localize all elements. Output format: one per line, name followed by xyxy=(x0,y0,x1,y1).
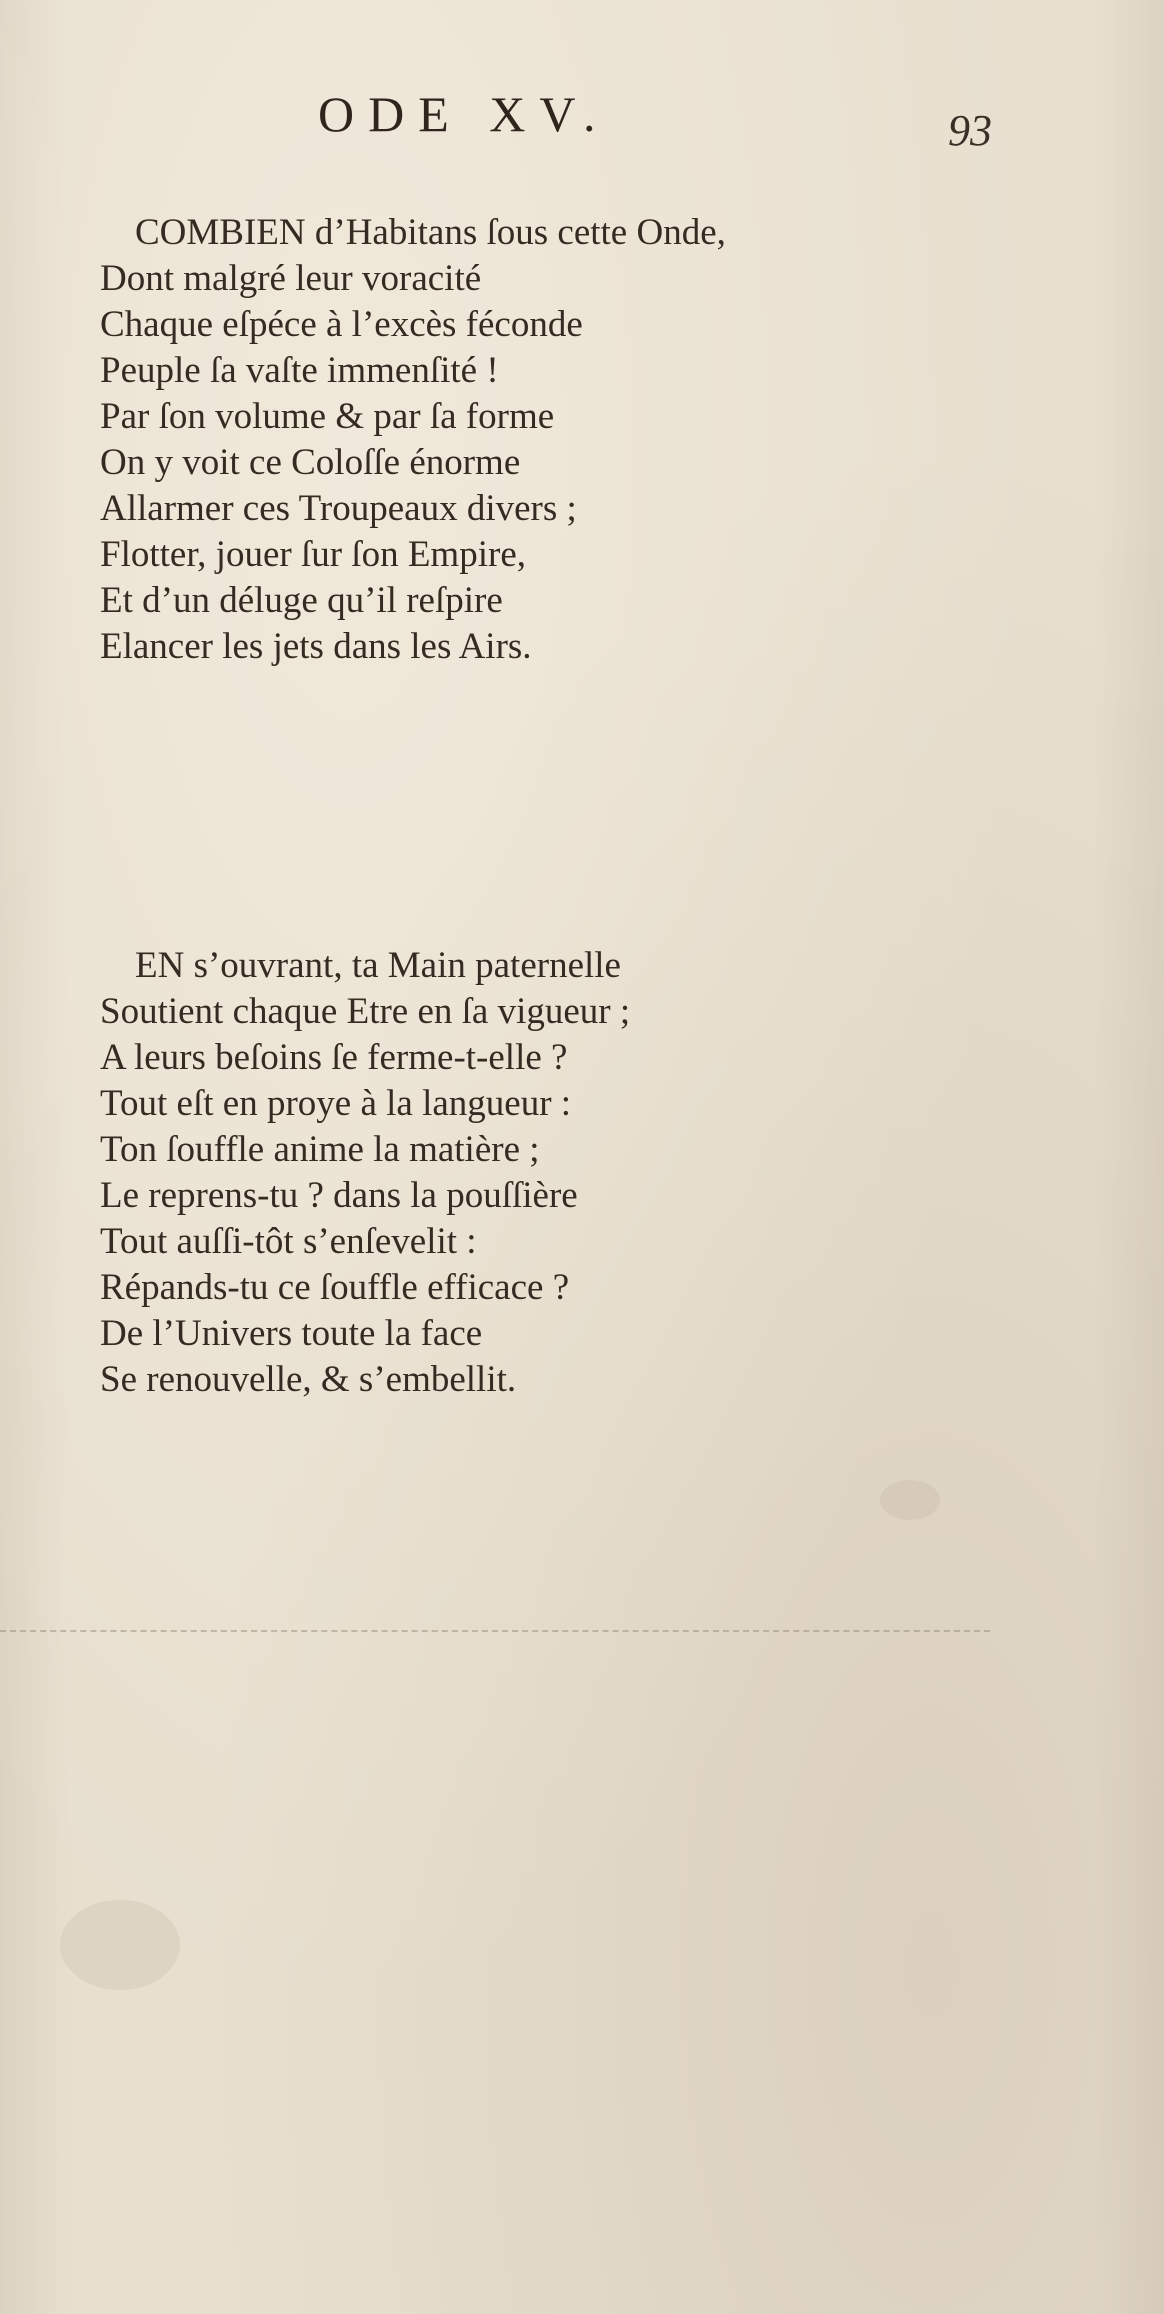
verse-line: Se renouvelle, & s’embellit. xyxy=(100,1359,517,1400)
ode-title: ODE XV. xyxy=(318,86,610,142)
verse-line: Tout eſt en proye à la langueur : xyxy=(100,1083,572,1124)
verse-line: De l’Univers toute la face xyxy=(100,1313,483,1354)
verse-line: Flotter, jouer ſur ſon Empire, xyxy=(100,534,526,575)
verse-line: On y voit ce Coloſſe énorme xyxy=(100,442,521,483)
paper-stain xyxy=(880,1480,940,1520)
verse-line: Ton ſouffle anime la matière ; xyxy=(100,1129,540,1170)
paper-stain xyxy=(60,1900,180,1990)
verse-line: Allarmer ces Troupeaux divers ; xyxy=(100,488,577,529)
verse-line: Chaque eſpéce à l’excès féconde xyxy=(100,304,583,345)
verse-line: Le reprens-tu ? dans la pouſſière xyxy=(100,1175,578,1216)
verse-line: Et d’un déluge qu’il reſpire xyxy=(100,580,503,621)
verse-line: Tout auſſi-tôt s’enſevelit : xyxy=(100,1221,477,1262)
stanza-2 xyxy=(100,943,1000,1403)
verse-line: A leurs beſoins ſe ferme-t-elle ? xyxy=(100,1037,568,1078)
verse-line: EN s’ouvrant, ta Main paternelle xyxy=(135,945,621,986)
verse-line: Soutient chaque Etre en ſa vigueur ; xyxy=(100,991,631,1032)
stanza-1 xyxy=(100,210,1000,670)
running-head xyxy=(0,85,1164,155)
page-number: 93 xyxy=(948,106,992,155)
verse-line: Répands-tu ce ſouffle efficace ? xyxy=(100,1267,570,1308)
verse-line: Peuple ſa vaſte immenſité ! xyxy=(100,350,499,391)
verse-line: COMBIEN d’Habitans ſous cette Onde, xyxy=(135,212,726,253)
verse-line: Par ſon volume & par ſa forme xyxy=(100,396,555,437)
verse-line: Dont malgré leur voracité xyxy=(100,258,482,299)
verse-line: Elancer les jets dans les Airs. xyxy=(100,626,532,667)
show-through-rule xyxy=(0,1630,990,1632)
